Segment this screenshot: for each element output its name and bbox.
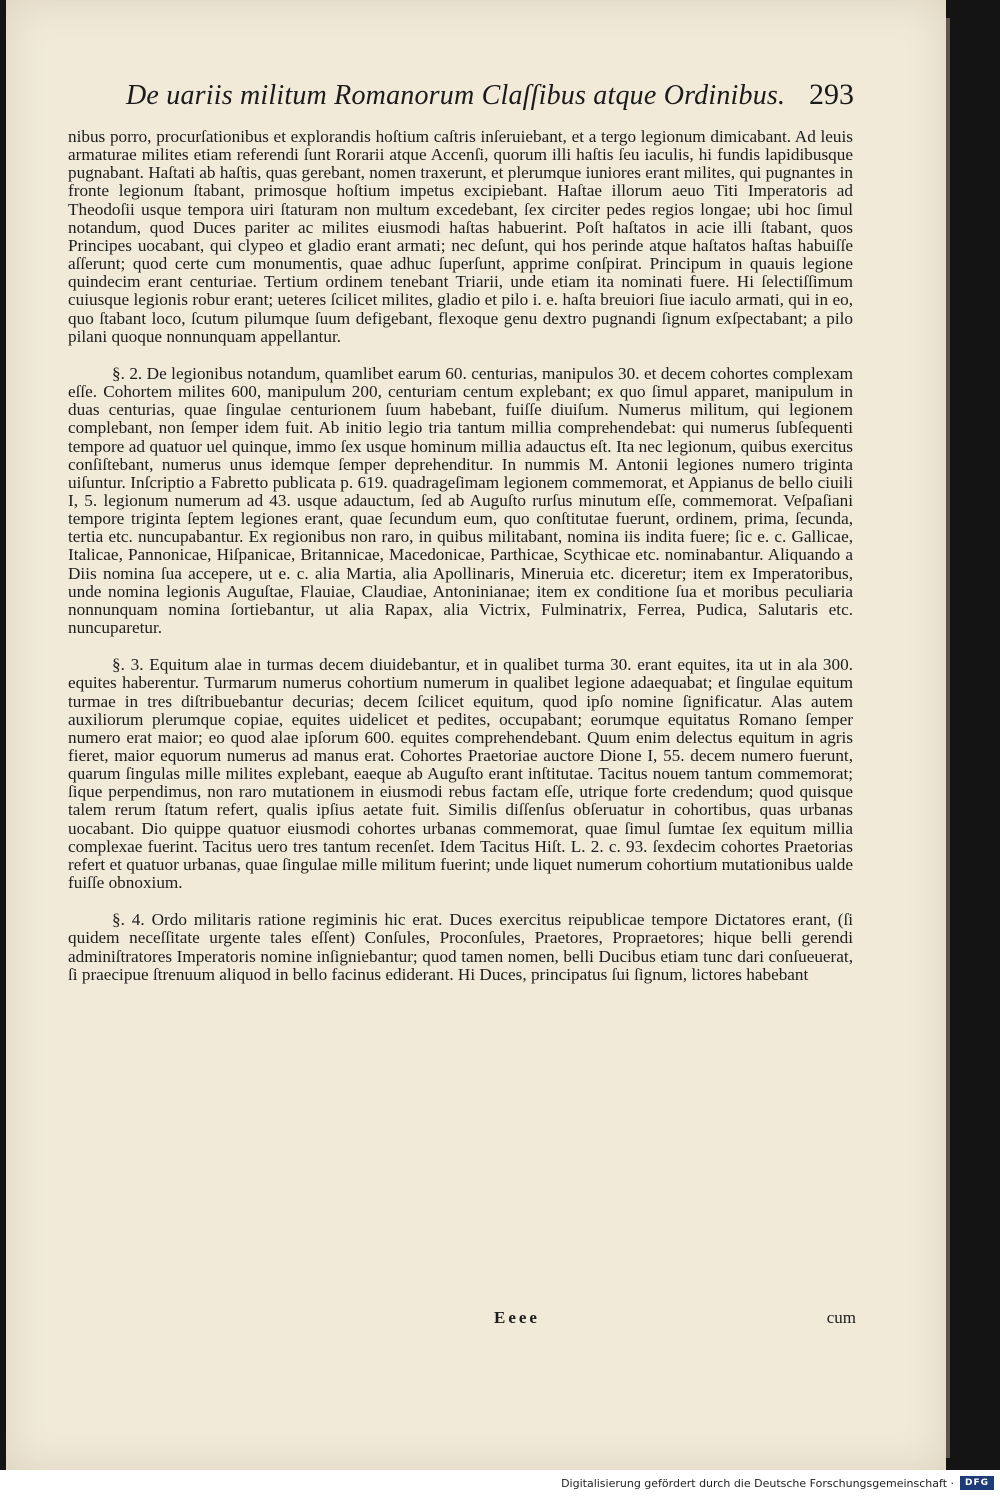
body-text (68, 128, 853, 1003)
running-title: De uariis militum Romanorum Claſſibus atque Ordinibus. (126, 80, 786, 111)
catchword: cum (826, 1308, 856, 1327)
scanned-page (6, 0, 946, 1470)
paragraph-section-3: §. 3. Equitum alae in turmas decem diuidebantur, et in qualibet turma 30. erant equites, ita ut in ala 300. equites haberentur. Turmarum numerus cohortium numerum in qualibet legione adaequabat; et ſingulae equitum turmae in tres diſtribuebantur decurias; decem ſcilicet equitum, quod ipſo nomine ſignificatur. Alas autem auxiliorum plerumque copiae, equites uidelicet et pedites, occupabant; eorumque equitatus Romano ſemper numero erat maior; eo quod alae ipſorum 600. equites comprehendebant. Quum enim delectus equitum in agris fieret, maior equorum numerus ad manus erat. Cohortes Praetoriae auctore Dione I, 55. decem numero fuerunt, quarum ſingulas mille milites explebant, eaeque ab Auguſto erant inſtitutae. Tacitus nouem tantum commemorat; ſique perpendimus, non raro mutationem in eiusmodi rebus factam eſſe, utrique forte credendum; quod quisque talem rerum ſtatum refert, qualis ipſius aetate fuit. Similis diſſenſus obſeruatur in cohortibus, quas urbanas uocabant. Dio quippe quatuor eiusmodi cohortes urbanas commemorat, quae ſimul ſumtae ſex equitum millia complexae fuerint. Tacitus uero tres tantum recenſet. Idem Tacitus Hiſt. L. 2. c. 93. ſexdecim cohortes Praetorias refert et quatuor urbanas, quae ſingulae mille militum fuerint; unde liquet numerum cohortium mutationibus ualde fuiſſe obnoxium. (68, 655, 853, 893)
signature-line (68, 1308, 856, 1330)
signature-mark: Eeee (494, 1308, 540, 1327)
paragraph-section-4: §. 4. Ordo militaris ratione regiminis hic erat. Duces exercitus reipublicae tempore Dictatores erant, (ſi quidem neceſſitate urgente tales eſſent) Conſules, Proconſules, Praetores, Propraetores; hique belli gerendi adminiſtratores Imperatoris nomine inſigniebantur; quod tamen nomen, belli Ducibus etiam tunc dari conſueuerat, ſi praecipue ſtrenuum aliquod in bello facinus ediderant. Hi Duces, principatus ſui ſignum, lictores habebant (68, 910, 853, 984)
footer-credit: Digitalisierung gefördert durch die Deutsche Forschungsgemeinschaft · (561, 1477, 954, 1490)
page-number: 293 (809, 78, 854, 111)
dfg-logo-icon: DFG (960, 1476, 994, 1490)
paragraph-continuation: nibus porro, procurſationibus et explorandis hoſtium caſtris inſeruiebant, et a tergo legionum dimicabant. Ad leuis armaturae milites etiam referendi ſunt Rorarii atque Accenſi, quorum illi haſtis ſeu iaculis, hi fundis lapidibusque pugnabant. Haſtati ab haſtis, quas gerebant, nomen traxerunt, et plerumque iuniores erant milites, qui pugnantes in fronte legionum ſtabant, primosque hoſtium impetus excipiebant. Haſtae illorum aeuo Titi Imperatoris ad Theodoſii usque tempora uiri ſtaturam non multum excedebant, ſex circiter pedes regios longae; ubi hoc ſimul notandum, quod Duces pariter ac milites eiusmodi haſtas habuerint. Poſt haſtatos in acie illi ſtabant, quos Principes uocabant, qui clypeo et gladio erant armati; nec deſunt, qui hos perinde atque haſtatos haſtas habuiſſe aſſerunt; quod certe cum monumentis, quae adhuc ſuperſunt, apprime conſpirat. Principum in quauis legione quindecim erant centuriae. Tertium ordinem tenebant Triarii, unde etiam ita nominati fuere. Hi ſelectiſſimum cuiusque legionis robur erant; ueteres ſcilicet milites, gladio et pilo i. e. haſta breuiori ſiue iaculo armati, qui in eo, quo ſtabant loco, ſcutum pilumque ſuum defigebant, flexoque genu dextro pugnandi ſignum exſpectabant; a pilo pilani quoque nonnunquam appellantur. (68, 127, 853, 346)
page-edge (946, 18, 950, 1458)
running-head (126, 78, 854, 118)
footer-bar (0, 1470, 1000, 1497)
paragraph-section-2: §. 2. De legionibus notandum, quamlibet earum 60. centurias, manipulos 30. et decem cohortes complexam eſſe. Cohortem milites 600, manipulum 200, centuriam centum explebant; ex quo ſimul apparet, manipulum in duas centurias, quae ſingulae centurionem ſuum habebant, fuiſſe diuiſum. Numerus militum, qui legionem complebant, non ſemper idem fuit. Ab initio legio tria tantum millia comprehendebat: qui numerus ſubſequenti tempore ad quatuor uel quinque, immo ſex usque hominum millia adauctus eſt. Ita nec legionum, quibus exercitus conſiſtebant, numerus unus idemque ſemper deprehenditur. In nummis M. Antonii legiones numero triginta uiſuntur. Inſcriptio a Fabretto publicata p. 619. quadrageſimam legionem commemorat, et Appianus de bello ciuili I, 5. legionum numerum ad 43. usque adauctum, ſed ab Auguſto rurſus minutum eſſe, commemorat. Veſpaſiani tempore triginta ſeptem legiones erant, quae ſecundum eum, quo conſtitutae fuerunt, ordinem, prima, ſecunda, tertia etc. nuncupabantur. Ex regionibus non raro, in quibus militabant, nomina iis indita fuere; ſic e. c. Gallicae, Italicae, Pannonicae, Hiſpanicae, Britannicae, Macedonicae, Parthicae, Scythicae etc. nominabantur. Aliquando a Diis nomina ſua accepere, ut e. c. alia Martia, alia Apollinaris, Mineruia etc. diceretur; item ex Imperatoribus, unde nomina legionis Auguſtae, Flauiae, Claudiae, Antoninianae; item ex conditione ſua et moribus peculiaria nonnunquam nomina ſortiebantur, ut alia Rapax, alia Victrix, Fulminatrix, Ferrea, Pudica, Salutaris etc. nuncuparetur. (68, 363, 853, 638)
